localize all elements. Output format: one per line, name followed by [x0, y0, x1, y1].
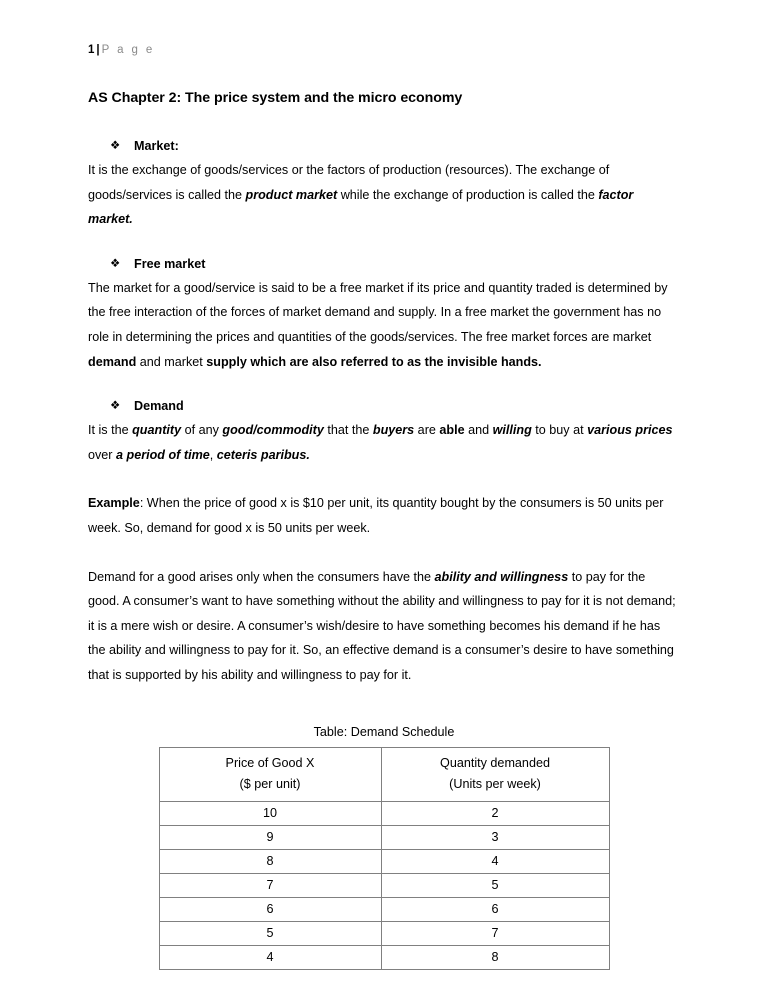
- section-heading-demand-label: Demand: [134, 399, 184, 414]
- demand-emphasis-able: able: [439, 423, 465, 438]
- cell-quantity: 2: [381, 801, 609, 825]
- section-market: [88, 136, 680, 232]
- document-title: AS Chapter 2: The price system and the micro economy: [88, 90, 463, 106]
- demand-emphasis-buyers: buyers: [372, 423, 415, 438]
- free-market-emphasis-demand: demand: [88, 354, 137, 369]
- section-demand: [88, 396, 680, 467]
- demand-schedule-block: [88, 722, 680, 970]
- section-free-market: [88, 254, 680, 374]
- diamond-bullet-icon: ❖: [110, 140, 121, 152]
- page-header-separator: |: [96, 44, 100, 56]
- table-caption: Table: Demand Schedule: [313, 724, 455, 739]
- cell-quantity: 6: [381, 897, 609, 921]
- section-heading-market: [88, 136, 680, 156]
- paragraph-demand-definition: [88, 418, 680, 467]
- market-emphasis-factor-market: factor market.: [88, 187, 634, 227]
- example-label: Example: [88, 496, 140, 511]
- table-row: [159, 849, 609, 873]
- demand-text-7: over: [88, 447, 116, 462]
- market-text-1: It is the exchange of goods/services or the factors of production (resources). The exchange of goods/services is called the: [88, 163, 610, 202]
- market-emphasis-product-market: product market: [245, 187, 338, 202]
- cell-price: 8: [159, 849, 381, 873]
- diamond-bullet-icon: ❖: [110, 257, 121, 270]
- demand-schedule-table: [159, 747, 610, 970]
- table-row: [159, 873, 609, 897]
- example-text: : When the price of good x is $10 per unit, its quantity bought by the consumers is 50 units per week. So, demand for good x is 50 units per week.: [88, 496, 664, 535]
- demand-text-1: It is the: [88, 423, 133, 438]
- free-market-text-2: and market: [136, 354, 207, 369]
- effective-demand-text-2: to pay for the good. A consumer’s want to have something without the ability and willingness to pay for it is not demand; it is a mere wish or desire. A consumer’s wish/desire to have something becomes his demand if he has the ability and willingness to pay for it. So, an effective demand is a consumer’s desire to have something that is supported by his ability and willingness to pay for it.: [88, 569, 676, 682]
- effective-demand-emphasis-ability-willingness: ability and willingness: [434, 569, 569, 584]
- table-header-row: [159, 747, 609, 801]
- demand-emphasis-various-prices: various prices: [587, 423, 673, 438]
- cell-price: 5: [159, 921, 381, 945]
- table-row: [159, 945, 609, 969]
- section-heading-demand: [88, 396, 680, 416]
- paragraph-free-market: [88, 276, 680, 374]
- paragraph-effective-demand: [88, 565, 680, 688]
- table-header-quantity-line1: Quantity demanded: [440, 755, 550, 770]
- section-heading-free-market-label: Free market: [134, 256, 206, 271]
- demand-emphasis-quantity: quantity: [132, 423, 182, 438]
- diamond-bullet-icon: ❖: [110, 400, 121, 413]
- demand-emphasis-ceteris-paribus: ceteris paribus.: [216, 447, 310, 462]
- cell-quantity: 3: [381, 825, 609, 849]
- table-header-price-line2: ($ per unit): [239, 776, 301, 791]
- section-heading-free-market: [88, 254, 680, 274]
- demand-text-3: that the: [323, 423, 373, 438]
- paragraph-market: [88, 158, 680, 232]
- cell-quantity: 4: [381, 849, 609, 873]
- cell-price: 6: [159, 897, 381, 921]
- paragraph-example: [88, 491, 680, 540]
- demand-text-5: and: [464, 423, 493, 438]
- cell-quantity: 8: [381, 945, 609, 969]
- demand-text-4: are: [414, 423, 440, 438]
- cell-quantity: 5: [381, 873, 609, 897]
- market-text-2: while the exchange of production is called the: [337, 187, 599, 202]
- table-header-quantity-line2: (Units per week): [449, 776, 541, 791]
- table-row: [159, 825, 609, 849]
- table-header-quantity: [381, 747, 609, 801]
- page-header: [88, 42, 680, 58]
- demand-emphasis-willing: willing: [492, 423, 532, 438]
- cell-price: 9: [159, 825, 381, 849]
- page-header-label: P a g e: [101, 44, 155, 56]
- table-header-price-line1: Price of Good X: [225, 755, 315, 770]
- effective-demand-text-1: Demand for a good arises only when the consumers have the: [88, 569, 435, 584]
- page-number: 1: [88, 44, 95, 56]
- demand-text-6: to buy at: [531, 423, 588, 438]
- section-heading-market-label: Market:: [134, 139, 179, 153]
- demand-text-2: of any: [181, 423, 223, 438]
- cell-quantity: 7: [381, 921, 609, 945]
- cell-price: 4: [159, 945, 381, 969]
- free-market-emphasis-supply: supply which are also referred to as the invisible hands.: [206, 354, 542, 369]
- table-row: [159, 897, 609, 921]
- demand-emphasis-period-of-time: a period of time: [116, 447, 210, 462]
- table-row: [159, 921, 609, 945]
- table-row: [159, 801, 609, 825]
- free-market-text-1: The market for a good/service is said to be a free market if its price and quantity traded is determined by the free interaction of the forces of market demand and supply. In a free market the government has no role in determining the prices and quantities of the goods/services. The free market forces are market: [88, 280, 668, 344]
- table-header-price: [159, 747, 381, 801]
- cell-price: 7: [159, 873, 381, 897]
- cell-price: 10: [159, 801, 381, 825]
- demand-emphasis-good-commodity: good/commodity: [222, 423, 324, 438]
- demand-text-8: ,: [209, 447, 217, 462]
